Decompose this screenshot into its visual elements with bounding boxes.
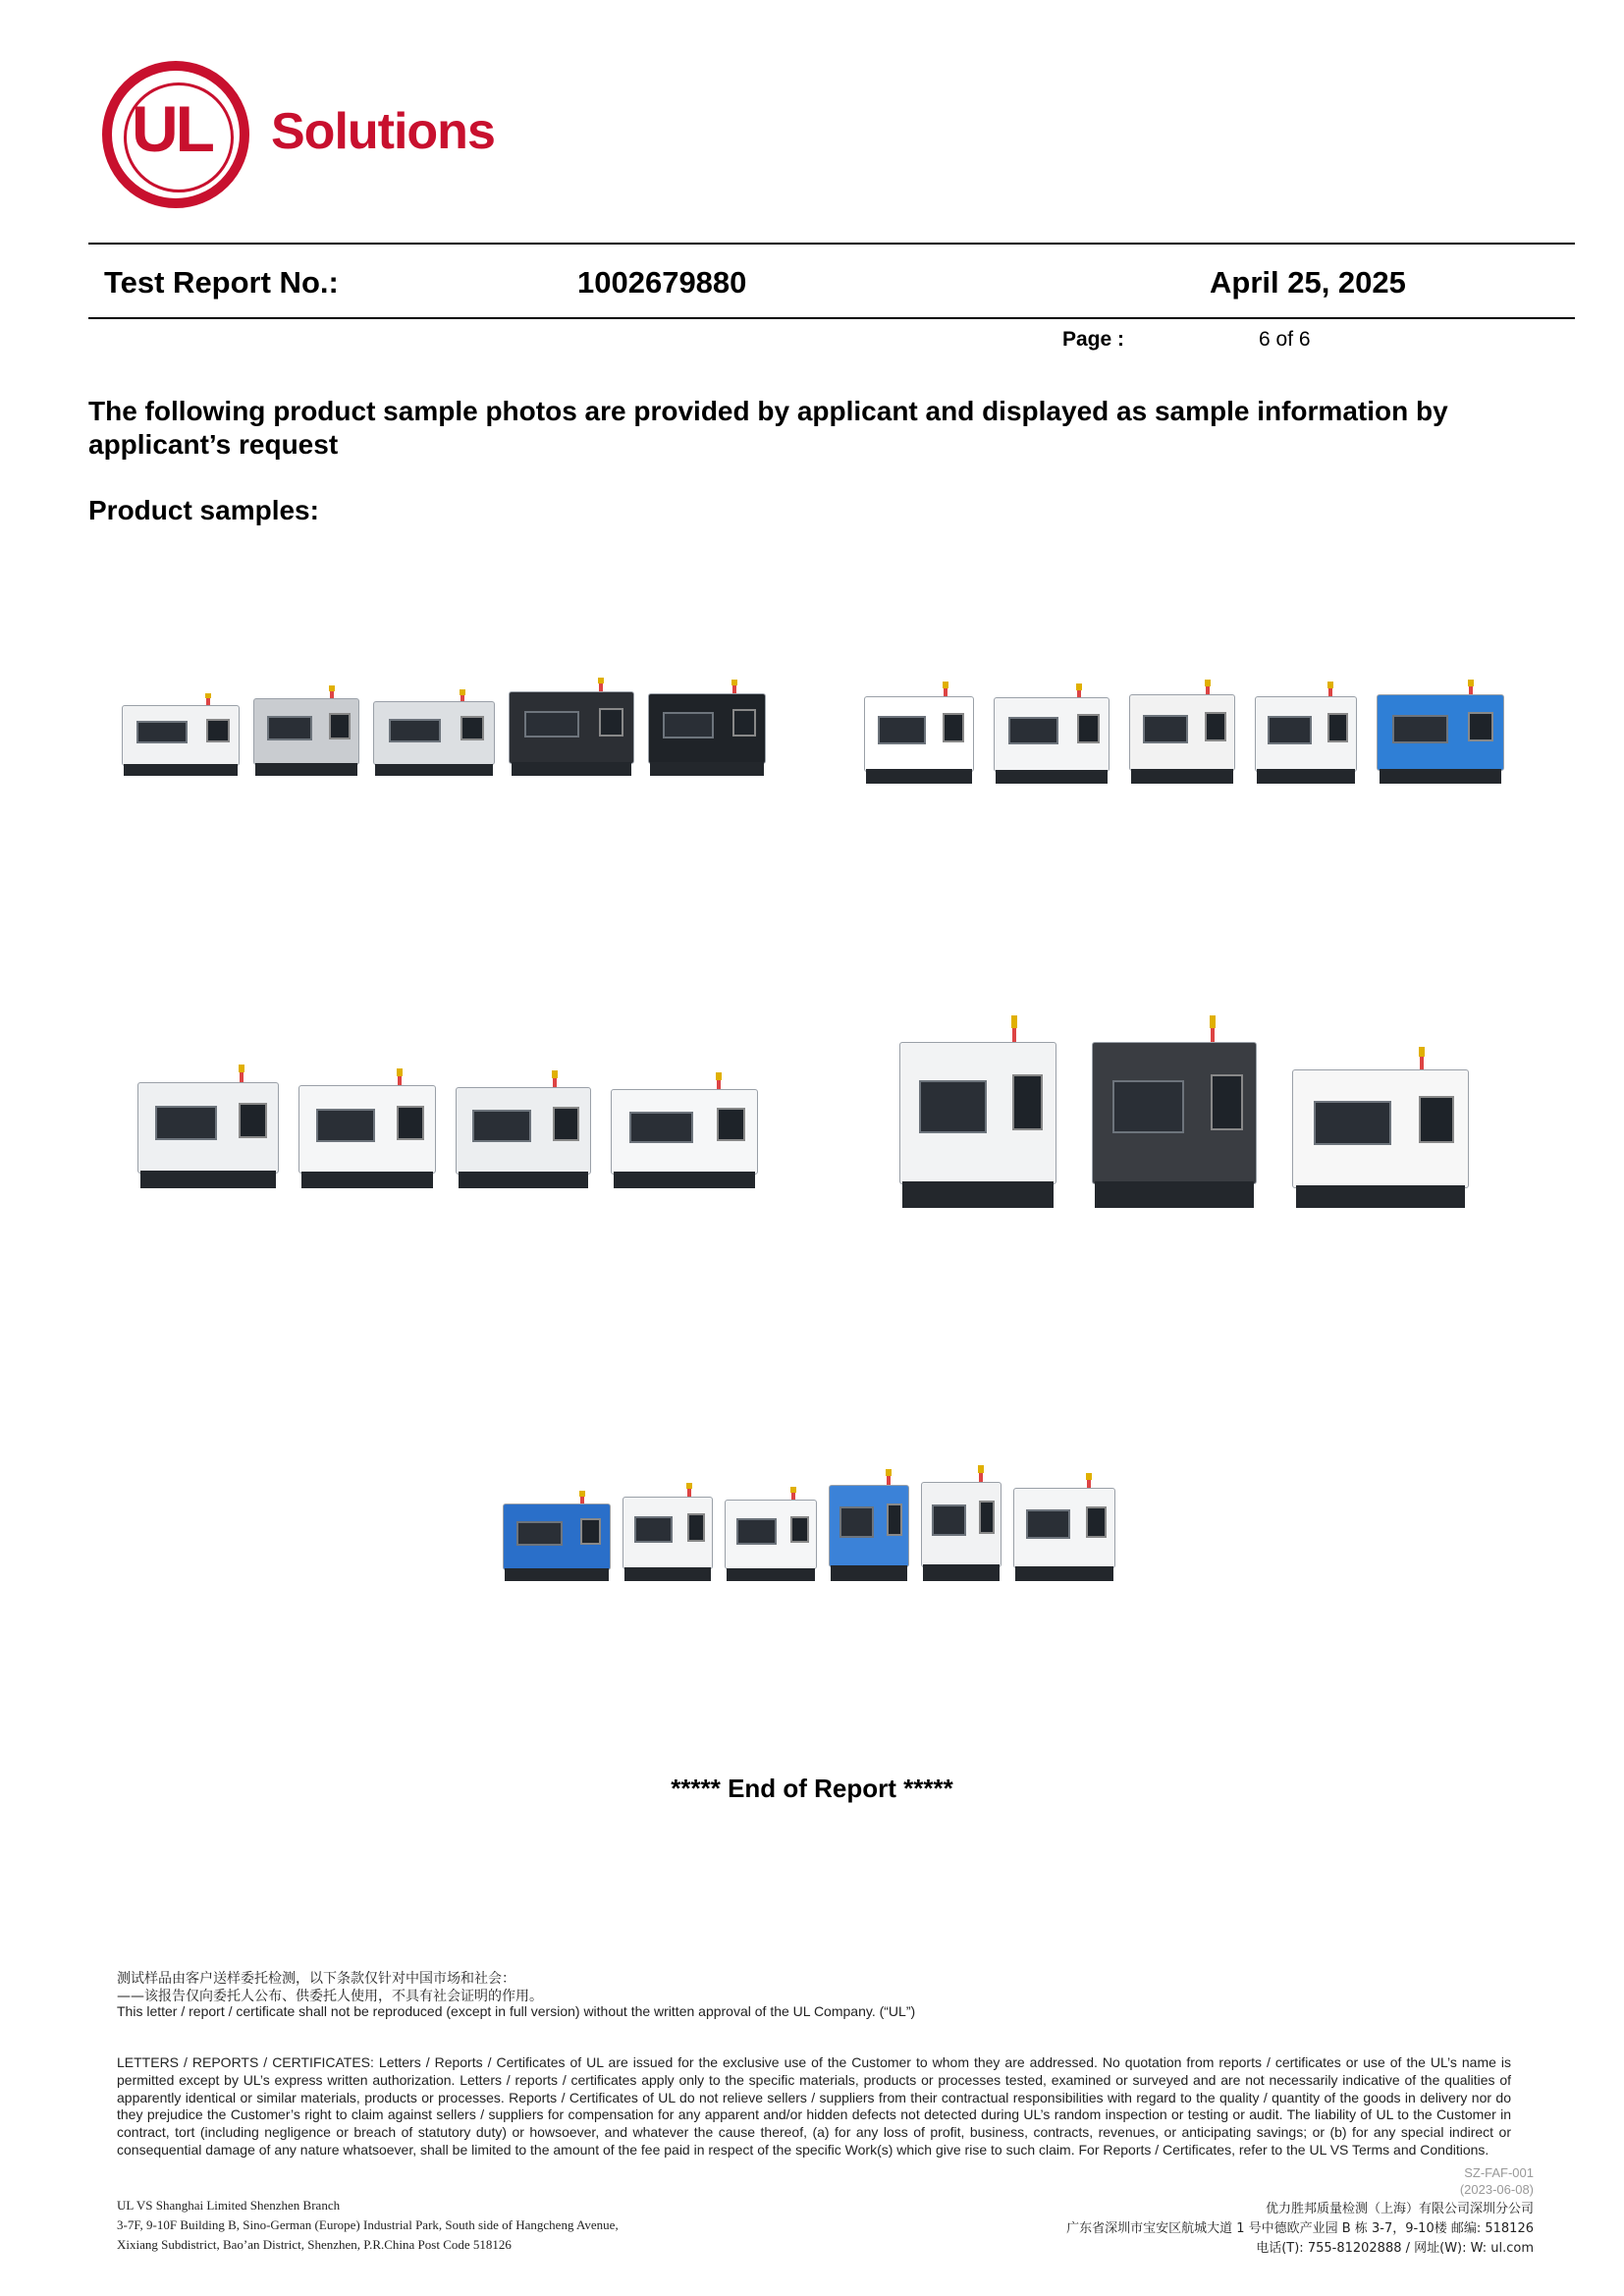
machine-enclosure [122, 705, 240, 766]
footer-disclaimer: LETTERS / REPORTS / CERTIFICATES: Letters / Reports / Certificates of UL are issued for the exclusive use of the Customer to whom they are addressed. No quotation from reports / certificates or use of the UL’s name is permitted except by UL’s express written authorization. Letters / reports / certificates apply only to the specific materials, products or processes tested, examined or surveyed and are not necessarily indicative of the qualities of apparently identical or similar materials, products or processes. Reports / Certificates of UL do not relieve sellers / suppliers from their contractual responsibilities with regard to the quality / quantity of the goods in delivery nor do they prejudice the Customer’s right to claim against sellers / suppliers for compensation for any apparent and/or hidden defects not detected during UL’s random inspection or testing or audit. The liability of UL to the Customer in contract, tort (including negligence or breach of statutory duty) or howsoever, and whatever the cause thereof, (a) for any loss of profit, business, contracts, revenues, or anticipating savings; or (b) for any special indirect or consequential damage of any nature whatsoever, shall be limited to the amount of the fee paid in respect of the specific Work(s) which give rise to such claim. For Reports / Certificates, refer to the UL VS Terms and Conditions. [117, 2054, 1511, 2158]
page-number: 6 of 6 [1259, 328, 1311, 351]
machine-door-window [267, 716, 313, 740]
machine-door-window [316, 1109, 376, 1142]
product-sample-photo [829, 1469, 909, 1581]
machine-door-window [1268, 716, 1312, 743]
product-sample-photo [253, 685, 359, 776]
sample-photo-group-5 [503, 1467, 1115, 1581]
control-panel [239, 1103, 266, 1139]
machine-door-window [663, 712, 714, 738]
machine-base [650, 762, 763, 776]
footer-cn-line-1: 测试样品由客户送样委托检测，以下条款仅针对中国市场和社会： [117, 1971, 515, 1987]
control-panel [460, 716, 484, 740]
control-panel [580, 1518, 602, 1544]
address-en-line-3: Xixiang Subdistrict, Bao’an District, Shenzhen, P.R.China Post Code 518126 [117, 2237, 512, 2252]
machine-enclosure [1013, 1488, 1115, 1567]
machine-enclosure [509, 691, 634, 764]
header-bottom-rule [88, 317, 1575, 319]
logo-wordmark: Solutions [271, 103, 495, 160]
report-number: 1002679880 [577, 265, 747, 300]
report-date: April 25, 2025 [1210, 265, 1406, 300]
logo-mark: UL [132, 92, 212, 165]
machine-base [301, 1172, 433, 1188]
machine-base [1131, 769, 1233, 784]
machine-base [140, 1171, 276, 1188]
control-panel [206, 719, 230, 742]
control-panel [979, 1501, 995, 1534]
product-sample-photo [373, 689, 495, 776]
machine-base [624, 1567, 711, 1581]
machine-enclosure [899, 1042, 1056, 1184]
machine-door-window [629, 1112, 693, 1143]
page-label: Page : [1062, 328, 1125, 351]
control-panel [1327, 713, 1347, 742]
machine-base [902, 1181, 1054, 1208]
machine-base [512, 762, 632, 776]
machine-enclosure [829, 1485, 909, 1567]
control-panel [1468, 712, 1493, 742]
machine-door-window [932, 1504, 966, 1536]
product-sample-photo [1092, 1015, 1257, 1208]
form-code: SZ-FAF-001 (2023-06-08) [1459, 2165, 1534, 2197]
machine-door-window [1112, 1080, 1184, 1133]
machine-base [1257, 769, 1355, 784]
product-sample-photo [456, 1070, 591, 1188]
machine-enclosure [864, 696, 974, 772]
control-panel [1211, 1074, 1243, 1130]
machine-enclosure [1377, 694, 1504, 771]
address-cn-line-3: 电话(T): 755-81202888 / 网址(W): W: ul.com [1256, 2241, 1534, 2256]
report-number-label: Test Report No.: [104, 265, 339, 300]
machine-door-window [919, 1080, 988, 1133]
machine-enclosure [921, 1482, 1001, 1567]
machine-base [614, 1172, 755, 1188]
machine-base [996, 770, 1107, 784]
machine-enclosure [1092, 1042, 1257, 1184]
product-sample-photo [298, 1068, 436, 1188]
machine-door-window [155, 1106, 216, 1140]
machine-door-window [878, 716, 925, 743]
ul-solutions-logo [98, 57, 495, 214]
machine-door-window [1008, 717, 1058, 744]
product-sample-photo [1377, 680, 1504, 784]
product-samples-heading: Product samples: [88, 495, 319, 525]
product-sample-photo [611, 1072, 758, 1188]
control-panel [790, 1516, 808, 1544]
control-panel [1205, 712, 1225, 742]
product-sample-photo [1129, 680, 1235, 784]
machine-base [375, 764, 492, 776]
machine-base [505, 1568, 609, 1581]
control-panel [717, 1108, 746, 1141]
machine-enclosure [648, 693, 766, 765]
header-top-rule [88, 243, 1575, 245]
machine-enclosure [1129, 694, 1235, 771]
address-cn-line-1: 优力胜邦质量检测（上海）有限公司深圳分公司 [1265, 2202, 1534, 2216]
intro-statement: The following product sample photos are provided by applicant and displayed as sample information by applicant’s request [88, 396, 1448, 460]
machine-door-window [516, 1521, 564, 1546]
machine-enclosure [137, 1082, 279, 1174]
control-panel [553, 1107, 579, 1141]
machine-door-window [1314, 1101, 1390, 1145]
machine-base [459, 1172, 589, 1188]
product-sample-photo [509, 678, 634, 776]
machine-enclosure [623, 1497, 713, 1569]
machine-door-window [839, 1506, 874, 1537]
machine-door-window [634, 1516, 674, 1543]
product-sample-photo [648, 680, 766, 776]
address-en-line-2: 3-7F, 9-10F Building B, Sino-German (Europe) Industrial Park, South side of Hangcheng Avenue, [117, 2217, 619, 2232]
machine-base [866, 769, 972, 784]
address-en-line-1: UL VS Shanghai Limited Shenzhen Branch [117, 2198, 341, 2213]
machine-base [1380, 769, 1502, 784]
machine-base [1015, 1566, 1113, 1581]
product-sample-photo [1013, 1473, 1115, 1581]
control-panel [887, 1503, 902, 1536]
machine-door-window [472, 1110, 531, 1142]
control-panel [1012, 1074, 1044, 1130]
machine-door-window [1026, 1509, 1070, 1539]
control-panel [599, 708, 623, 737]
product-sample-photo [1292, 1047, 1469, 1208]
control-panel [1419, 1096, 1454, 1143]
control-panel [687, 1513, 705, 1542]
control-panel [943, 713, 964, 742]
machine-enclosure [611, 1089, 758, 1175]
product-sample-photo [1255, 682, 1357, 784]
machine-base [727, 1568, 815, 1581]
control-panel [1086, 1506, 1106, 1538]
control-panel [1077, 714, 1100, 742]
footer-cn-line-2: ——该报告仅向委托人公布、供委托人使用，不具有社会证明的作用。 [117, 1989, 543, 2004]
product-sample-photo [122, 693, 240, 776]
product-sample-photo [921, 1465, 1001, 1581]
machine-base [124, 764, 237, 776]
machine-enclosure [503, 1503, 611, 1570]
control-panel [329, 713, 350, 738]
machine-door-window [1143, 715, 1189, 743]
machine-enclosure [298, 1085, 436, 1174]
footer-reproduction-notice: This letter / report / certificate shall not be reproduced (except in full version) without the written approval of the UL Company. (“UL”) [117, 2003, 916, 2019]
machine-enclosure [1255, 696, 1357, 772]
product-sample-photo [503, 1491, 611, 1581]
product-sample-photo [725, 1487, 817, 1581]
machine-door-window [136, 721, 188, 743]
machine-door-window [1392, 715, 1447, 743]
machine-base [923, 1564, 1001, 1581]
machine-base [1095, 1181, 1253, 1208]
machine-enclosure [373, 701, 495, 765]
address-cn-line-2: 广东省深圳市宝安区航城大道 1 号中德欧产业园 B 栋 3-7，9-10楼 邮编: 518126 [1066, 2221, 1534, 2236]
sample-photo-group-4 [899, 1011, 1469, 1208]
machine-base [1296, 1185, 1466, 1208]
machine-enclosure [725, 1500, 817, 1569]
product-sample-photo [864, 682, 974, 784]
machine-enclosure [994, 697, 1110, 772]
end-of-report: ***** End of Report ***** [671, 1774, 953, 1803]
product-sample-photo [623, 1483, 713, 1581]
machine-base [255, 763, 357, 776]
machine-door-window [524, 711, 578, 738]
machine-enclosure [1292, 1069, 1469, 1188]
sample-photo-group-2 [864, 656, 1504, 784]
sample-photo-group-3 [137, 1061, 758, 1188]
product-sample-photo [994, 683, 1110, 784]
machine-enclosure [456, 1087, 591, 1175]
machine-door-window [389, 719, 442, 742]
machine-enclosure [253, 698, 359, 765]
control-panel [397, 1106, 424, 1140]
sample-photo-group-1 [122, 668, 766, 776]
control-panel [732, 709, 756, 737]
product-sample-photo [137, 1065, 279, 1188]
product-sample-photo [899, 1015, 1056, 1208]
machine-door-window [736, 1518, 776, 1544]
machine-base [831, 1565, 908, 1581]
